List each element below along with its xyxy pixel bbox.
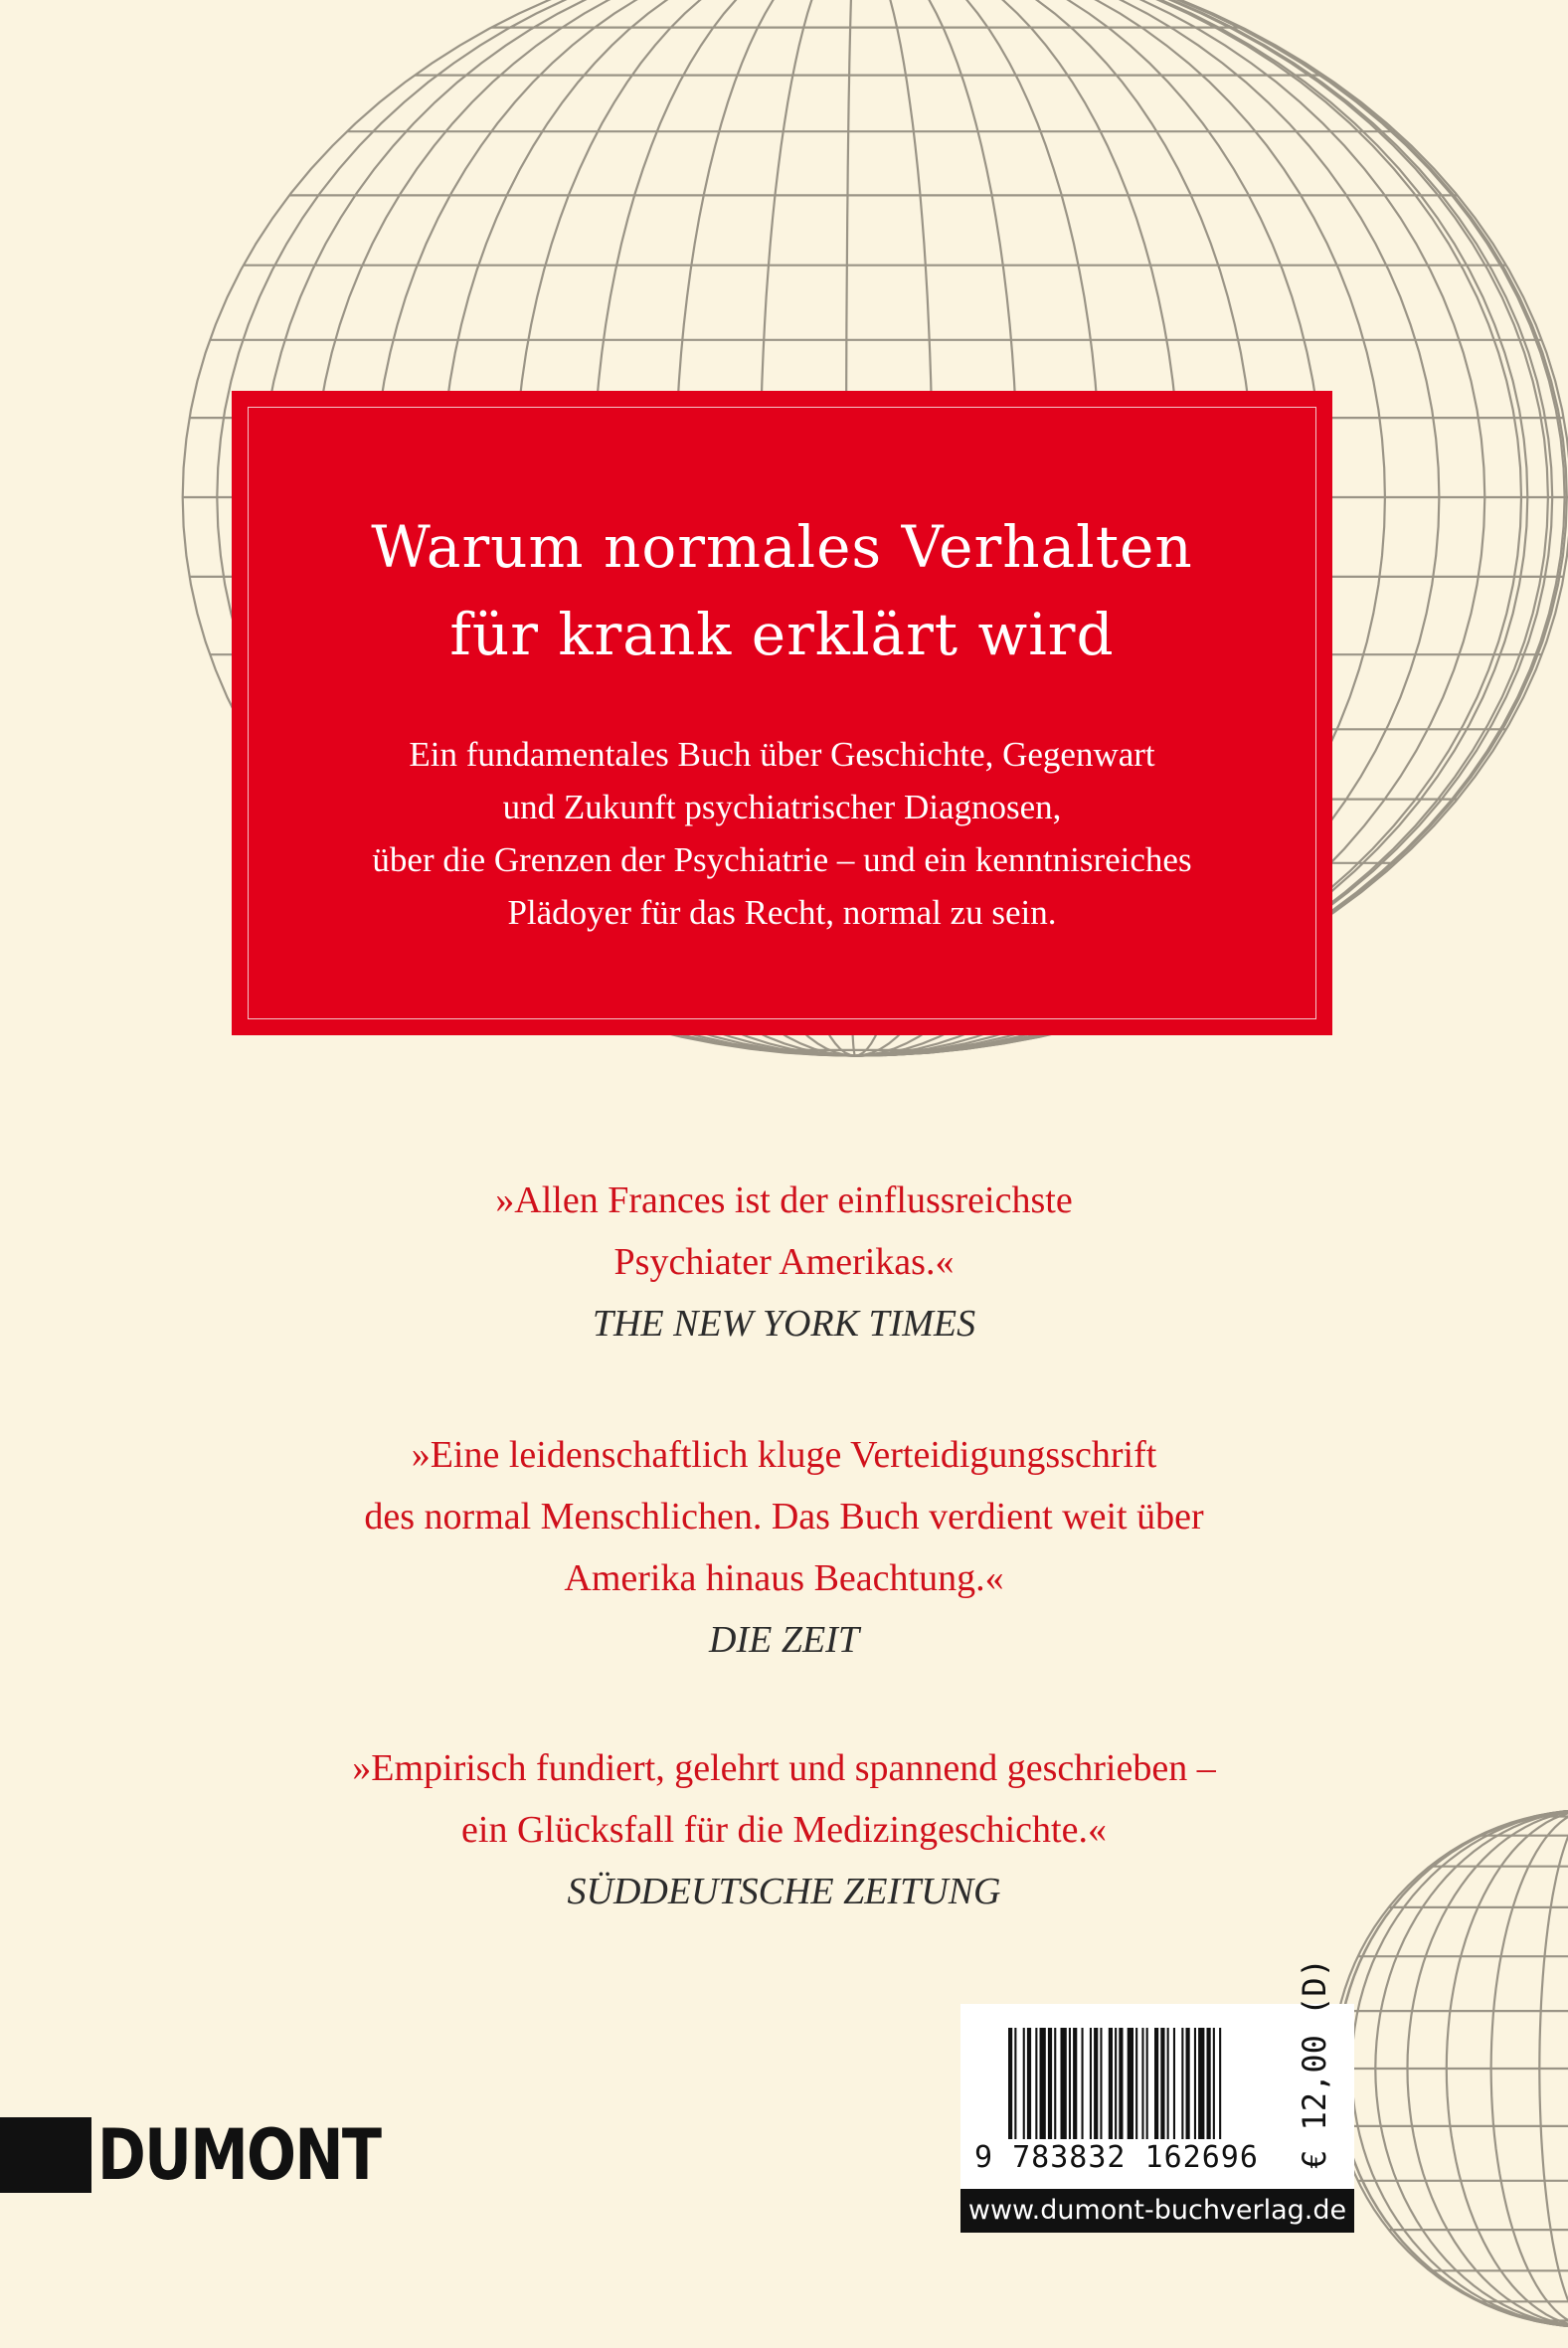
press-quote-zeit [99,1424,1469,1671]
logo-text: DUMONT [97,2114,381,2196]
barcode-bar [1128,2028,1133,2139]
barcode-bar [1219,2028,1221,2139]
barcode-bar [1094,2028,1098,2139]
barcode-bar [1054,2028,1056,2139]
quote-line: Amerika hinaus Beachtung.« [564,1557,1004,1599]
barcode-label [960,1958,1354,2233]
barcode-bar [1100,2028,1102,2139]
barcode-bar [1027,2028,1031,2139]
quote-line: »Empirisch fundiert, gelehrt und spannend geschrieben – [352,1747,1216,1789]
barcode-bar [1119,2028,1123,2139]
barcode-bar [1160,2028,1164,2139]
panel-inner-border [248,407,1316,1019]
barcode-bar [1146,2028,1148,2139]
blurb-line: über die Grenzen der Psychiatrie – und ein kenntnisreiches [372,840,1192,879]
barcode-bar [1167,2028,1169,2139]
barcode-bar [1061,2028,1067,2139]
barcode-bar [1109,2028,1113,2139]
barcode-bar [1194,2028,1196,2139]
quote-line: des normal Menschlichen. Das Buch verdient weit über [364,1496,1204,1537]
publisher-website: www.dumont-buchverlag.de [960,2189,1354,2233]
barcode-bar [1207,2028,1211,2139]
barcode-bar [1008,2028,1012,2139]
blurb-line: Ein fundamentales Buch über Geschichte, Gegenwart [409,735,1155,774]
isbn-barcode [1008,2028,1297,2139]
barcode-bar [1073,2028,1077,2139]
quote-source: THE NEW YORK TIMES [592,1303,976,1345]
quote-source: DIE ZEIT [709,1619,859,1661]
barcode-bar [1040,2028,1046,2139]
headline-line: für krank erklärt wird [449,601,1115,668]
blurb-line: und Zukunft psychiatrischer Diagnosen, [502,788,1062,826]
publisher-logo [0,2114,434,2196]
press-quote-nyt [99,1170,1469,1355]
isbn-number: 9 783832 162696 [974,2140,1259,2175]
barcode-bar [1090,2028,1092,2139]
barcode-bar [1014,2028,1016,2139]
barcode-bar [1135,2028,1137,2139]
logo-bar [0,2117,91,2193]
quote-source: SÜDDEUTSCHE ZEITUNG [567,1871,1001,1912]
barcode-bar [1035,2028,1037,2139]
barcode-bar [1048,2028,1052,2139]
barcode-bar [1198,2028,1204,2139]
blurb-line: Plädoyer für das Recht, normal zu sein. [507,893,1057,932]
blurb [249,728,1315,939]
red-title-panel [232,391,1332,1035]
quote-line: »Eine leidenschaftlich kluge Verteidigungsschrift [411,1434,1157,1476]
quote-line: Psychiater Amerikas.« [613,1241,955,1283]
barcode-bar [1141,2028,1143,2139]
barcode-bar [1154,2028,1158,2139]
barcode-bar [1181,2028,1183,2139]
barcode-bar [1186,2028,1190,2139]
barcode-bar [1023,2028,1025,2139]
barcode-bar [1069,2028,1071,2139]
barcode-bar [1082,2028,1084,2139]
barcode-bar [1213,2028,1215,2139]
price-label: € 12,00 (D) [1296,1958,1333,2169]
headline-line: Warum normales Verhalten [371,513,1193,581]
barcode-bar [1173,2028,1175,2139]
quote-line: ein Glücksfall für die Medizingeschichte.« [461,1809,1107,1851]
headline [249,503,1315,678]
press-quote-sz [99,1737,1469,1922]
quote-line: »Allen Frances ist der einflussreichste [495,1179,1073,1221]
barcode-bar [1115,2028,1117,2139]
